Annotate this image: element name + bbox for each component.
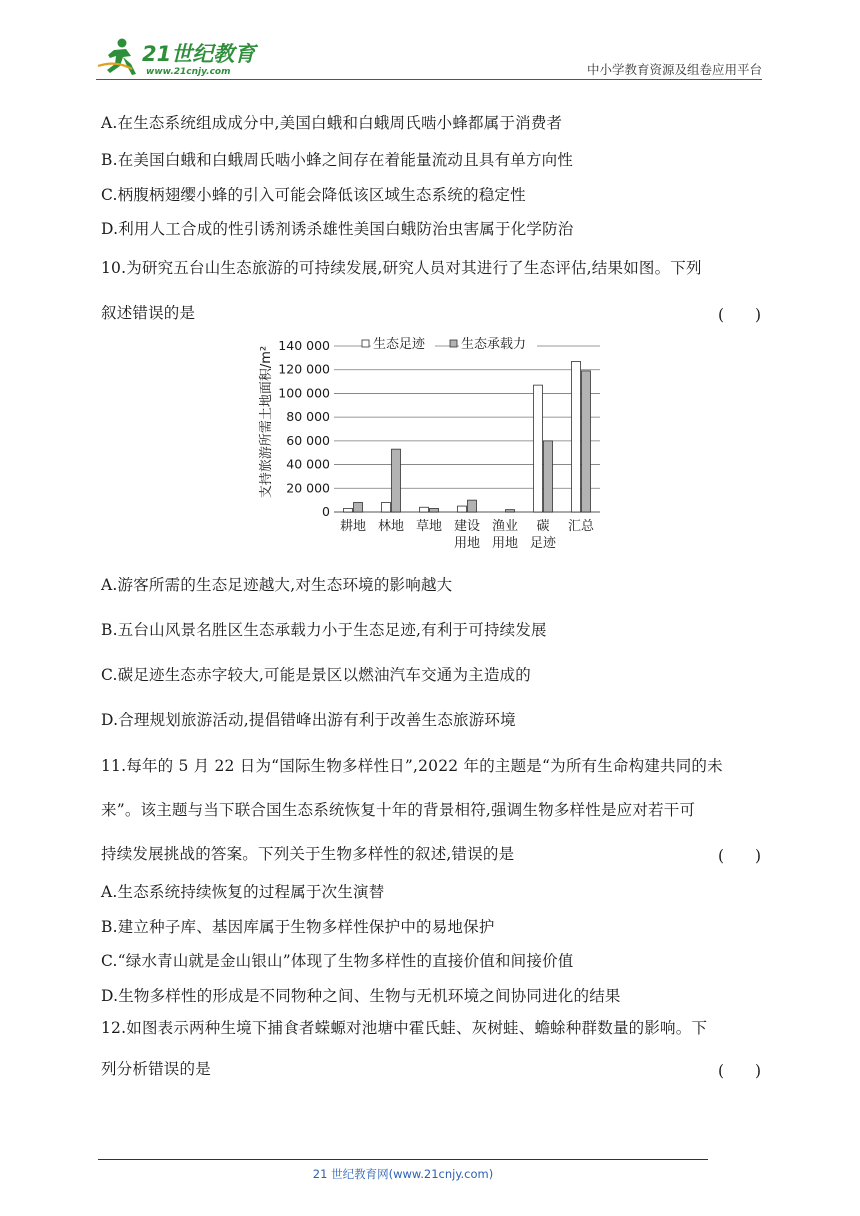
bar-footprint bbox=[382, 503, 391, 512]
x-tick-label: 用地 bbox=[453, 536, 481, 551]
bar-capacity bbox=[544, 441, 553, 512]
y-tick-label: 0 bbox=[322, 504, 330, 519]
q9-option-c: C.柄腹柄翅缨小蜂的引入可能会降低该区域生态系统的稳定性 bbox=[101, 186, 526, 204]
platform-name: 中小学教育资源及组卷应用平台 bbox=[586, 62, 762, 77]
q9-option-b: B.在美国白蛾和白蛾周氏啮小蜂之间存在着能量流动且具有单方向性 bbox=[101, 151, 574, 169]
bar-footprint bbox=[420, 507, 429, 512]
x-tick-label: 用地 bbox=[491, 536, 519, 551]
q9-option-d: D.利用人工合成的性引诱剂诱杀雄性美国白蛾防治虫害属于化学防治 bbox=[101, 220, 574, 238]
y-tick-label: 140 000 bbox=[278, 338, 330, 353]
q10-option-b: B.五台山风景名胜区生态承载力小于生态足迹,有利于可持续发展 bbox=[101, 621, 547, 639]
bar-capacity bbox=[392, 449, 401, 512]
q11-answer-paren: ( ) bbox=[718, 847, 762, 865]
header-divider bbox=[96, 79, 762, 80]
legend-label: 生态承载力 bbox=[461, 337, 527, 352]
legend-swatch bbox=[362, 340, 369, 347]
runner-icon bbox=[98, 39, 136, 76]
q10-bar-chart bbox=[254, 330, 614, 560]
bar-capacity bbox=[430, 508, 439, 512]
q11-option-d: D.生物多样性的形成是不同物种之间、生物与无机环境之间协同进化的结果 bbox=[101, 987, 621, 1005]
q11-option-c: C.“绿水青山就是金山银山”体现了生物多样性的直接价值和间接价值 bbox=[101, 952, 574, 970]
chart-x-labels bbox=[340, 518, 595, 551]
x-tick-label: 林地 bbox=[377, 519, 405, 534]
x-tick-label: 耕地 bbox=[339, 519, 367, 534]
legend-label: 生态足迹 bbox=[373, 337, 426, 352]
bar-capacity bbox=[354, 503, 363, 512]
bar-footprint bbox=[534, 385, 543, 512]
q10-option-a: A.游客所需的生态足迹越大,对生态环境的影响越大 bbox=[101, 576, 453, 594]
chart-y-ticks bbox=[278, 338, 330, 519]
y-tick-label: 20 000 bbox=[286, 480, 330, 496]
y-tick-label: 120 000 bbox=[278, 361, 330, 377]
q10-option-d: D.合理规划旅游活动,提倡错峰出游有利于改善生态旅游环境 bbox=[101, 711, 516, 729]
q12-answer-paren: ( ) bbox=[718, 1062, 762, 1080]
svg-text:www.21cnjy.com: www.21cnjy.com bbox=[146, 67, 231, 77]
x-tick-label: 足迹 bbox=[529, 536, 557, 551]
bar-capacity bbox=[582, 371, 591, 512]
y-tick-label: 60 000 bbox=[286, 432, 330, 448]
q10-stem-line1: 10.为研究五台山生态旅游的可持续发展,研究人员对其进行了生态评估,结果如图。下列 bbox=[101, 259, 702, 277]
y-tick-label: 40 000 bbox=[286, 456, 330, 472]
bar-footprint bbox=[344, 508, 353, 512]
footer-text: 21 世纪教育网(www.21cnjy.com) bbox=[312, 1167, 494, 1181]
x-tick-label: 渔业 bbox=[491, 519, 519, 534]
q11-stem-line1: 11.每年的 5 月 22 日为“国际生物多样性日”,2022 年的主题是“为所有生命构建共同的未 bbox=[101, 757, 723, 775]
bar-footprint bbox=[572, 361, 581, 512]
q11-option-b: B.建立种子库、基因库属于生物多样性保护中的易地保护 bbox=[101, 918, 495, 936]
bar-capacity bbox=[506, 510, 515, 512]
chart-bars bbox=[344, 361, 591, 512]
chart-grid bbox=[334, 346, 600, 512]
x-tick-label: 汇总 bbox=[567, 519, 595, 534]
q11-option-a: A.生态系统持续恢复的过程属于次生演替 bbox=[101, 883, 385, 901]
y-tick-label: 100 000 bbox=[278, 385, 330, 401]
q12-stem-line1: 12.如图表示两种生境下捕食者蝾螈对池塘中霍氏蛙、灰树蛙、蟾蜍种群数量的影响。下 bbox=[101, 1019, 708, 1037]
svg-text:21世纪教育: 21世纪教育 bbox=[142, 42, 256, 66]
chart-y-label: 支持旅游所需土地面积/m² bbox=[259, 345, 274, 499]
q9-option-a: A.在生态系统组成成分中,美国白蛾和白蛾周氏啮小蜂都属于消费者 bbox=[101, 114, 563, 132]
y-tick-label: 80 000 bbox=[286, 409, 330, 425]
page-header bbox=[96, 36, 762, 80]
q10-answer-paren: ( ) bbox=[718, 306, 762, 324]
x-tick-label: 碳 bbox=[536, 519, 550, 534]
q12-stem-line2: 列分析错误的是 bbox=[101, 1060, 211, 1078]
chart-legend bbox=[362, 335, 537, 352]
footer-divider bbox=[98, 1159, 708, 1160]
q10-stem-line2: 叙述错误的是 bbox=[101, 304, 196, 322]
x-tick-label: 草地 bbox=[415, 519, 443, 534]
q11-stem-line2: 来”。该主题与当下联合国生态系统恢复十年的背景相符,强调生物多样性是应对若干可 bbox=[101, 801, 696, 819]
bar-footprint bbox=[458, 506, 467, 512]
q10-option-c: C.碳足迹生态赤字较大,可能是景区以燃油汽车交通为主造成的 bbox=[101, 666, 531, 684]
logo bbox=[96, 36, 266, 78]
q11-stem-line3: 持续发展挑战的答案。下列关于生物多样性的叙述,错误的是 bbox=[101, 845, 515, 863]
legend-item bbox=[362, 335, 435, 352]
legend-swatch bbox=[450, 340, 457, 347]
legend-item bbox=[450, 335, 537, 352]
x-tick-label: 建设 bbox=[453, 519, 481, 534]
bar-capacity bbox=[468, 500, 477, 512]
